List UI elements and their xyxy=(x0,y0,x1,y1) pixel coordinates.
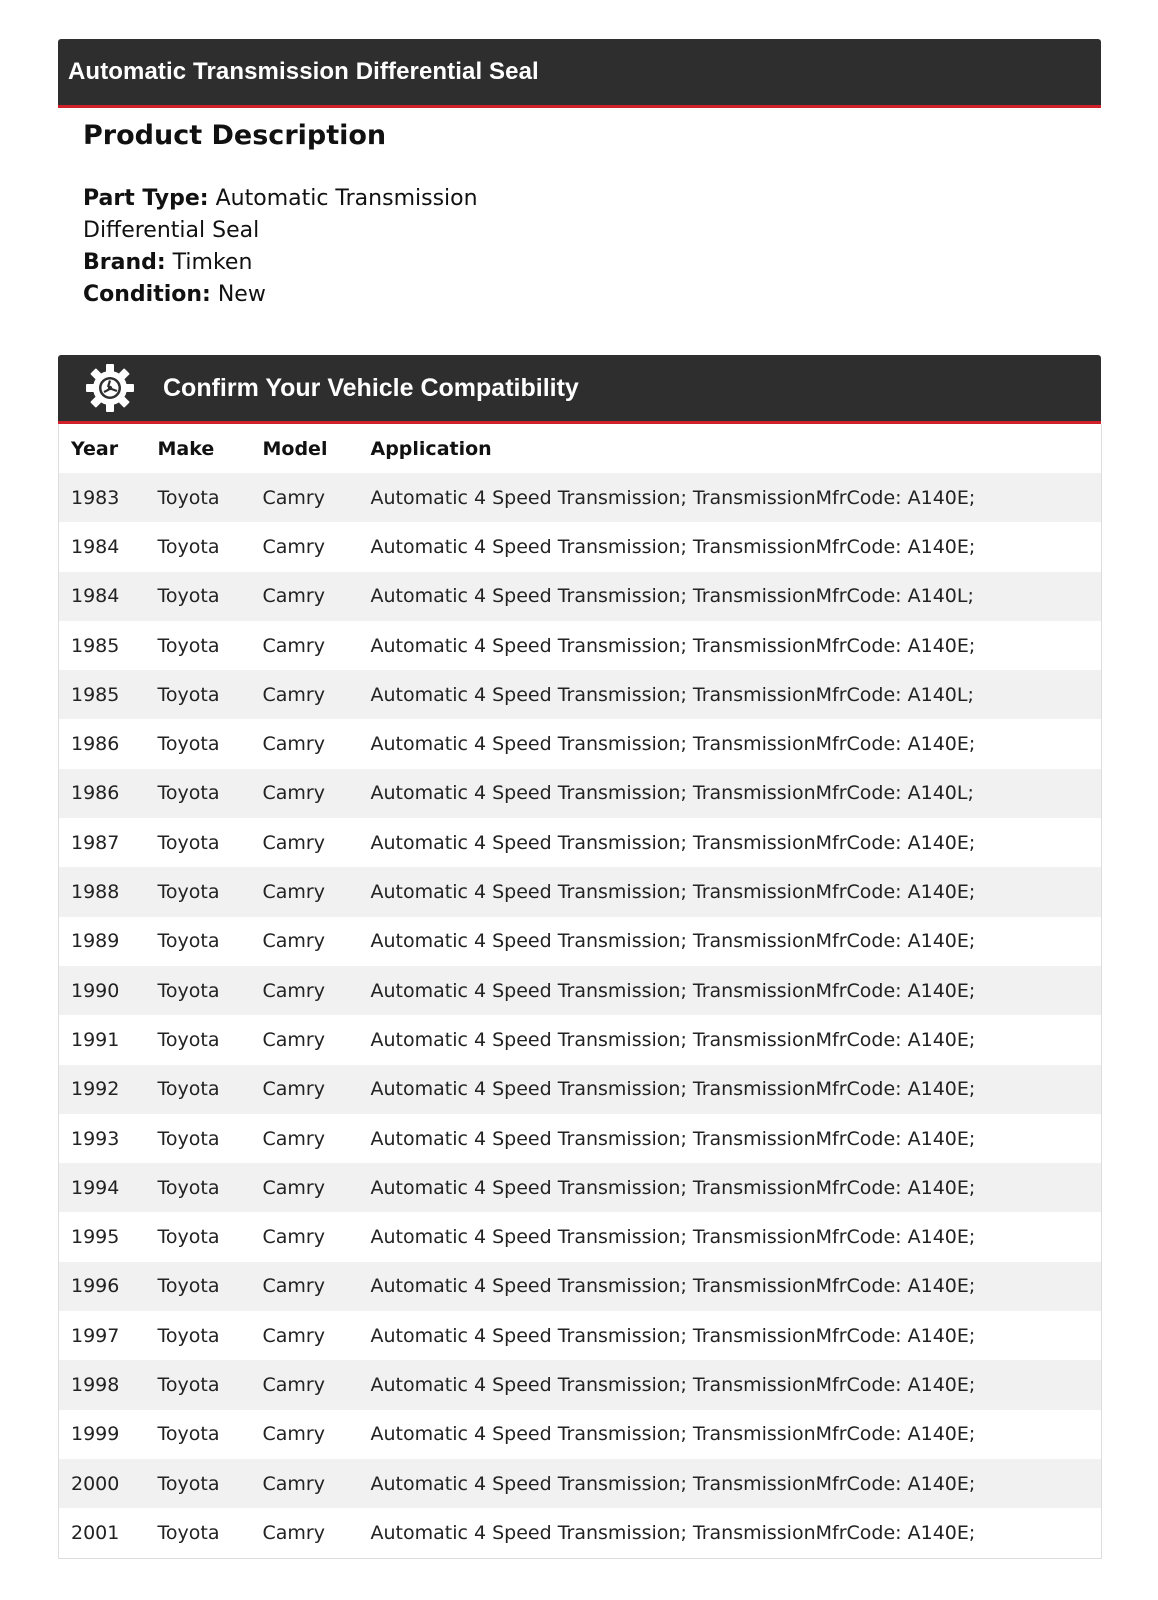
model-cell: Camry xyxy=(262,930,325,953)
make-cell: Toyota xyxy=(157,831,220,854)
column-header-application: Application xyxy=(370,437,492,460)
product-title: Automatic Transmission Differential Seal xyxy=(68,58,539,85)
model-cell: Camry xyxy=(262,1472,325,1495)
model-cell: Camry xyxy=(262,782,325,805)
model-cell: Camry xyxy=(262,1226,325,1249)
application-cell: Automatic 4 Speed Transmission; TransmissionMfrCode: A140E; xyxy=(370,831,976,854)
make-cell: Toyota xyxy=(157,535,220,558)
application-cell: Automatic 4 Speed Transmission; TransmissionMfrCode: A140E; xyxy=(370,1373,976,1396)
year-cell: 1993 xyxy=(71,1127,120,1150)
year-cell: 1992 xyxy=(71,1078,120,1101)
table-row xyxy=(59,867,1102,916)
model-cell: Camry xyxy=(262,1127,325,1150)
application-cell: Automatic 4 Speed Transmission; TransmissionMfrCode: A140E; xyxy=(370,1176,976,1199)
model-cell: Camry xyxy=(262,979,325,1002)
application-cell: Automatic 4 Speed Transmission; TransmissionMfrCode: A140E; xyxy=(370,1127,976,1150)
application-cell: Automatic 4 Speed Transmission; TransmissionMfrCode: A140E; xyxy=(370,1275,976,1298)
listing-container xyxy=(58,39,1101,1559)
application-cell: Automatic 4 Speed Transmission; TransmissionMfrCode: A140E; xyxy=(370,1324,976,1347)
year-cell: 2000 xyxy=(71,1472,120,1495)
table-row xyxy=(59,719,1102,768)
model-cell: Camry xyxy=(262,585,325,608)
year-cell: 1984 xyxy=(71,535,120,558)
column-header-make: Make xyxy=(157,437,215,460)
model-cell: Camry xyxy=(262,1028,325,1051)
make-cell: Toyota xyxy=(157,634,220,657)
part-type-value: Automatic Transmission Differential Seal xyxy=(83,186,478,243)
model-cell: Camry xyxy=(262,634,325,657)
year-cell: 1985 xyxy=(71,683,120,706)
application-cell: Automatic 4 Speed Transmission; TransmissionMfrCode: A140E; xyxy=(370,979,976,1002)
table-row xyxy=(59,1508,1102,1558)
column-header-year: Year xyxy=(71,437,119,460)
product-description-section xyxy=(58,108,1101,355)
table-row xyxy=(59,473,1102,522)
table-row xyxy=(59,1015,1102,1064)
condition-label: Condition: xyxy=(83,282,211,307)
title-bar xyxy=(58,39,1101,108)
model-cell: Camry xyxy=(262,1078,325,1101)
make-cell: Toyota xyxy=(157,1423,220,1446)
model-cell: Camry xyxy=(262,831,325,854)
part-type-label: Part Type: xyxy=(83,186,209,211)
model-cell: Camry xyxy=(262,1275,325,1298)
table-row xyxy=(59,1212,1102,1261)
table-row xyxy=(59,522,1102,571)
model-cell: Camry xyxy=(262,1176,325,1199)
application-cell: Automatic 4 Speed Transmission; TransmissionMfrCode: A140E; xyxy=(370,881,976,904)
make-cell: Toyota xyxy=(157,1226,220,1249)
application-cell: Automatic 4 Speed Transmission; TransmissionMfrCode: A140L; xyxy=(370,782,974,805)
make-cell: Toyota xyxy=(157,1373,220,1396)
application-cell: Automatic 4 Speed Transmission; TransmissionMfrCode: A140E; xyxy=(370,486,976,509)
table-row xyxy=(59,1262,1102,1311)
make-cell: Toyota xyxy=(157,1176,220,1199)
year-cell: 1991 xyxy=(71,1028,120,1051)
model-cell: Camry xyxy=(262,1373,325,1396)
table-row xyxy=(59,670,1102,719)
year-cell: 1989 xyxy=(71,930,120,953)
compatibility-table xyxy=(58,424,1102,1559)
make-cell: Toyota xyxy=(157,1324,220,1347)
make-cell: Toyota xyxy=(157,1078,220,1101)
model-cell: Camry xyxy=(262,1324,325,1347)
brand-value: Timken xyxy=(172,250,253,275)
year-cell: 1986 xyxy=(71,733,120,756)
table-row xyxy=(59,818,1102,867)
application-cell: Automatic 4 Speed Transmission; TransmissionMfrCode: A140E; xyxy=(370,1423,976,1446)
table-row xyxy=(59,966,1102,1015)
make-cell: Toyota xyxy=(157,733,220,756)
make-cell: Toyota xyxy=(157,1472,220,1495)
application-cell: Automatic 4 Speed Transmission; TransmissionMfrCode: A140E; xyxy=(370,634,976,657)
year-cell: 2001 xyxy=(71,1521,120,1544)
make-cell: Toyota xyxy=(157,486,220,509)
column-header-model: Model xyxy=(262,437,328,460)
application-cell: Automatic 4 Speed Transmission; TransmissionMfrCode: A140E; xyxy=(370,1472,976,1495)
table-row xyxy=(59,621,1102,670)
compatibility-table-body xyxy=(59,473,1102,1558)
model-cell: Camry xyxy=(262,733,325,756)
application-cell: Automatic 4 Speed Transmission; TransmissionMfrCode: A140E; xyxy=(370,535,976,558)
application-cell: Automatic 4 Speed Transmission; TransmissionMfrCode: A140E; xyxy=(370,1226,976,1249)
model-cell: Camry xyxy=(262,1521,325,1544)
year-cell: 1994 xyxy=(71,1176,120,1199)
application-cell: Automatic 4 Speed Transmission; TransmissionMfrCode: A140L; xyxy=(370,585,974,608)
year-cell: 1985 xyxy=(71,634,120,657)
compatibility-bar xyxy=(58,355,1101,424)
make-cell: Toyota xyxy=(157,979,220,1002)
make-cell: Toyota xyxy=(157,1521,220,1544)
table-row xyxy=(59,1360,1102,1409)
table-row xyxy=(59,1163,1102,1212)
application-cell: Automatic 4 Speed Transmission; TransmissionMfrCode: A140E; xyxy=(370,930,976,953)
application-cell: Automatic 4 Speed Transmission; TransmissionMfrCode: A140L; xyxy=(370,683,974,706)
year-cell: 1995 xyxy=(71,1226,120,1249)
make-cell: Toyota xyxy=(157,1028,220,1051)
make-cell: Toyota xyxy=(157,1127,220,1150)
model-cell: Camry xyxy=(262,1423,325,1446)
year-cell: 1987 xyxy=(71,831,120,854)
table-header-row xyxy=(59,424,1102,473)
year-cell: 1986 xyxy=(71,782,120,805)
application-cell: Automatic 4 Speed Transmission; TransmissionMfrCode: A140E; xyxy=(370,1028,976,1051)
application-cell: Automatic 4 Speed Transmission; TransmissionMfrCode: A140E; xyxy=(370,1521,976,1544)
year-cell: 1984 xyxy=(71,585,120,608)
make-cell: Toyota xyxy=(157,930,220,953)
table-row xyxy=(59,1311,1102,1360)
table-row xyxy=(59,1459,1102,1508)
table-row xyxy=(59,769,1102,818)
application-cell: Automatic 4 Speed Transmission; TransmissionMfrCode: A140E; xyxy=(370,733,976,756)
condition-value: New xyxy=(217,282,266,307)
make-cell: Toyota xyxy=(157,1275,220,1298)
year-cell: 1983 xyxy=(71,486,120,509)
table-row xyxy=(59,1065,1102,1114)
year-cell: 1990 xyxy=(71,979,120,1002)
compatibility-heading: Confirm Your Vehicle Compatibility xyxy=(163,373,579,402)
gear-car-icon xyxy=(84,362,136,414)
table-row xyxy=(59,1114,1102,1163)
year-cell: 1996 xyxy=(71,1275,120,1298)
year-cell: 1999 xyxy=(71,1423,120,1446)
year-cell: 1988 xyxy=(71,881,120,904)
description-heading: Product Description xyxy=(83,120,387,151)
table-row xyxy=(59,572,1102,621)
table-row xyxy=(59,917,1102,966)
table-row xyxy=(59,1410,1102,1459)
model-cell: Camry xyxy=(262,486,325,509)
model-cell: Camry xyxy=(262,683,325,706)
year-cell: 1997 xyxy=(71,1324,120,1347)
model-cell: Camry xyxy=(262,535,325,558)
brand-label: Brand: xyxy=(83,250,166,275)
make-cell: Toyota xyxy=(157,683,220,706)
model-cell: Camry xyxy=(262,881,325,904)
product-specs xyxy=(83,183,483,311)
year-cell: 1998 xyxy=(71,1373,120,1396)
application-cell: Automatic 4 Speed Transmission; TransmissionMfrCode: A140E; xyxy=(370,1078,976,1101)
make-cell: Toyota xyxy=(157,782,220,805)
make-cell: Toyota xyxy=(157,585,220,608)
make-cell: Toyota xyxy=(157,881,220,904)
